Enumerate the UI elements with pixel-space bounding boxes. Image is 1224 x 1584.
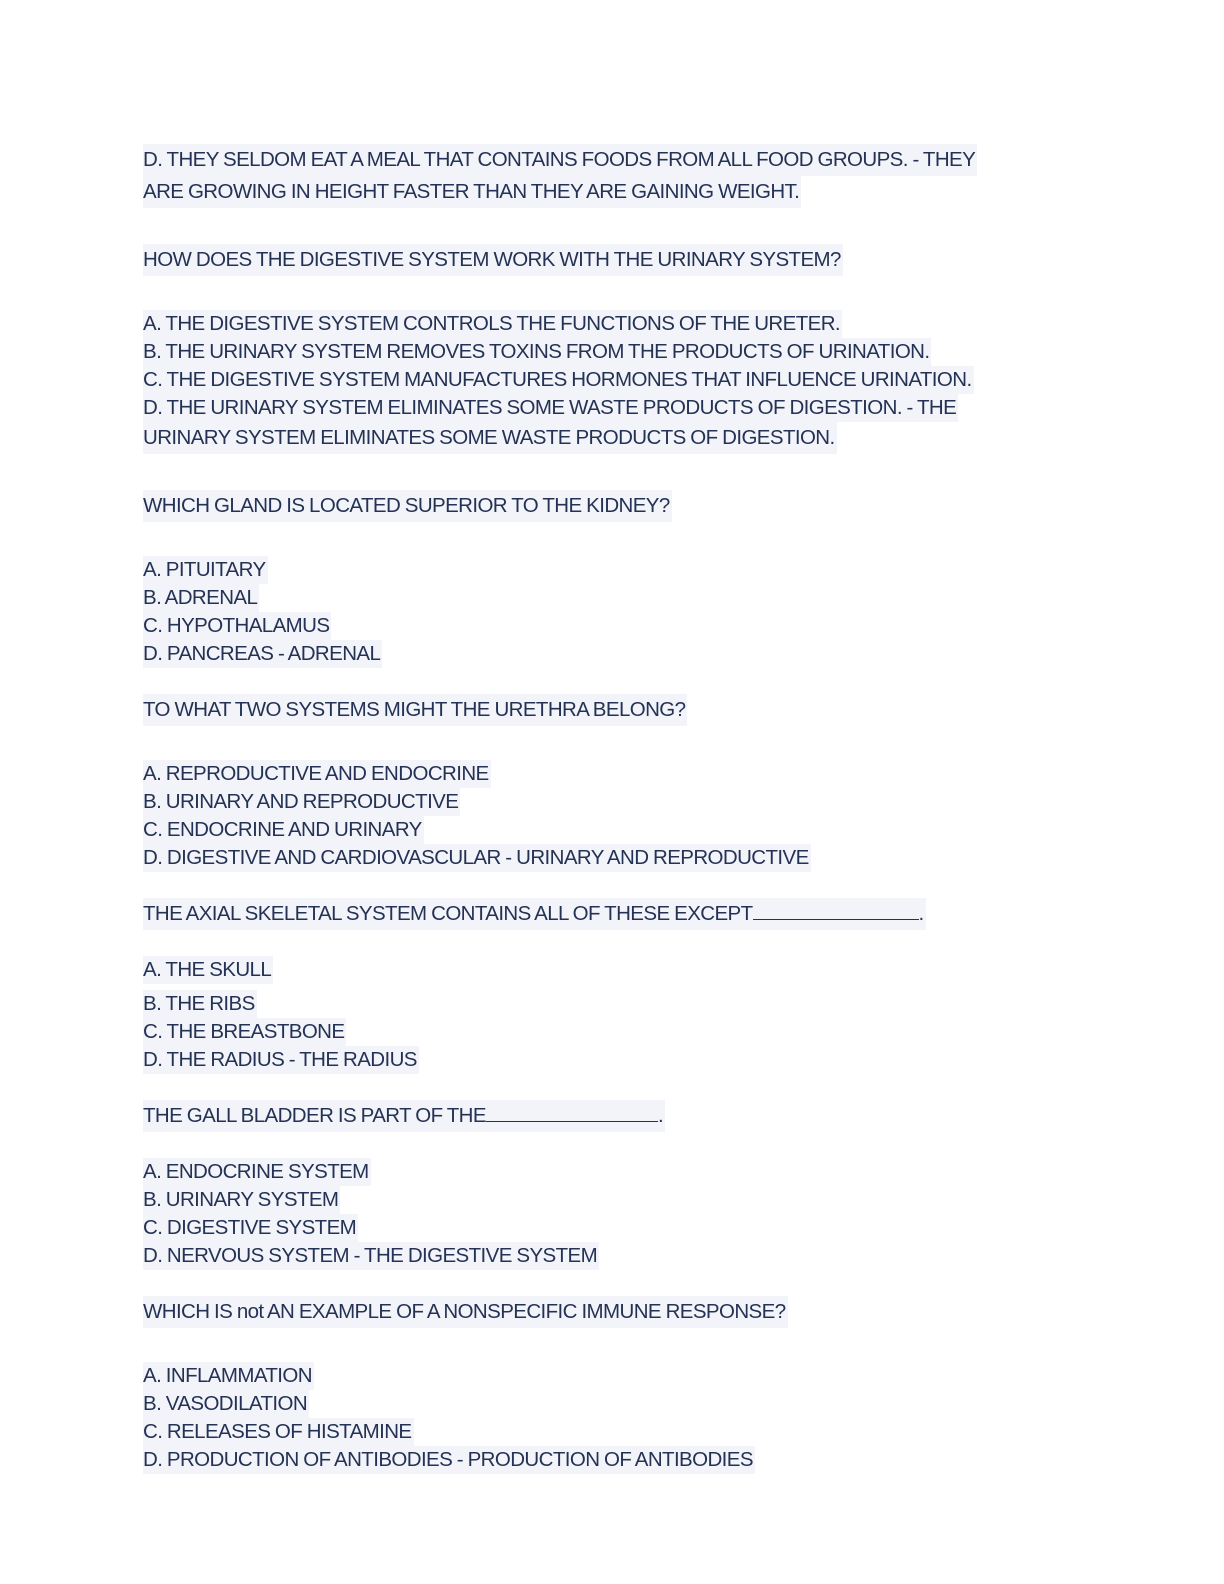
answer-option: D. DIGESTIVE AND CARDIOVASCULAR - URINARY AND REPRODUCTIVE bbox=[143, 844, 811, 872]
question-text: HOW DOES THE DIGESTIVE SYSTEM WORK WITH THE URINARY SYSTEM? bbox=[143, 244, 843, 276]
answer-option: B. VASODILATION bbox=[143, 1390, 309, 1418]
answer-option: URINARY SYSTEM ELIMINATES SOME WASTE PRODUCTS OF DIGESTION. bbox=[143, 422, 837, 454]
question-end: . bbox=[918, 902, 924, 925]
answer-option: C. RELEASES OF HISTAMINE bbox=[143, 1418, 414, 1446]
answer-option: B. URINARY AND REPRODUCTIVE bbox=[143, 788, 460, 816]
answer-option: C. THE DIGESTIVE SYSTEM MANUFACTURES HORMONES THAT INFLUENCE URINATION. bbox=[143, 366, 974, 394]
question-text-part: THE GALL BLADDER IS PART OF THE bbox=[143, 1104, 486, 1127]
answer-continuation bbox=[143, 144, 1063, 208]
answer-option: A. THE SKULL bbox=[143, 956, 273, 984]
answer-option: C. THE BREASTBONE bbox=[143, 1018, 346, 1046]
text-line: D. THEY SELDOM EAT A MEAL THAT CONTAINS FOODS FROM ALL FOOD GROUPS. - THEY bbox=[143, 144, 977, 176]
answer-option: C. DIGESTIVE SYSTEM bbox=[143, 1214, 358, 1242]
answer-option: A. REPRODUCTIVE AND ENDOCRINE bbox=[143, 760, 491, 788]
answer-option: D. PANCREAS - ADRENAL bbox=[143, 640, 382, 668]
answer-option: B. URINARY SYSTEM bbox=[143, 1186, 340, 1214]
answer-option: C. ENDOCRINE AND URINARY bbox=[143, 816, 424, 844]
question-block bbox=[143, 1100, 1063, 1270]
question-text: TO WHAT TWO SYSTEMS MIGHT THE URETHRA BELONG? bbox=[143, 694, 687, 726]
question-text: WHICH GLAND IS LOCATED SUPERIOR TO THE KIDNEY? bbox=[143, 490, 672, 522]
fill-in-blank bbox=[486, 1103, 658, 1122]
answer-option: A. INFLAMMATION bbox=[143, 1362, 314, 1390]
question-block bbox=[143, 898, 1063, 1074]
answer-option: D. THE RADIUS - THE RADIUS bbox=[143, 1046, 419, 1074]
document-body bbox=[143, 144, 1063, 1474]
answer-option: B. THE URINARY SYSTEM REMOVES TOXINS FROM THE PRODUCTS OF URINATION. bbox=[143, 338, 931, 366]
answer-option: A. ENDOCRINE SYSTEM bbox=[143, 1158, 371, 1186]
question-block bbox=[143, 490, 1063, 668]
answer-option: D. PRODUCTION OF ANTIBODIES - PRODUCTION OF ANTIBODIES bbox=[143, 1446, 755, 1474]
question-block bbox=[143, 1296, 1063, 1474]
question-block bbox=[143, 694, 1063, 872]
answer-option: D. THE URINARY SYSTEM ELIMINATES SOME WASTE PRODUCTS OF DIGESTION. - THE bbox=[143, 394, 958, 422]
answer-option: A. PITUITARY bbox=[143, 556, 268, 584]
question-text bbox=[143, 1100, 665, 1132]
answer-option: A. THE DIGESTIVE SYSTEM CONTROLS THE FUNCTIONS OF THE URETER. bbox=[143, 310, 842, 338]
question-end: . bbox=[657, 1104, 664, 1127]
answer-option: D. NERVOUS SYSTEM - THE DIGESTIVE SYSTEM bbox=[143, 1242, 599, 1270]
answer-option: C. HYPOTHALAMUS bbox=[143, 612, 331, 640]
question-text-part: THE AXIAL SKELETAL SYSTEM CONTAINS ALL OF THESE EXCEPT bbox=[143, 902, 753, 925]
answer-option: B. ADRENAL bbox=[143, 584, 259, 612]
answer-option: B. THE RIBS bbox=[143, 990, 257, 1018]
fill-in-blank bbox=[753, 901, 919, 920]
question-text bbox=[143, 898, 926, 930]
question-text: WHICH IS not AN EXAMPLE OF A NONSPECIFIC IMMUNE RESPONSE? bbox=[143, 1296, 788, 1328]
question-block bbox=[143, 244, 1063, 454]
text-line: ARE GROWING IN HEIGHT FASTER THAN THEY ARE GAINING WEIGHT. bbox=[143, 176, 801, 208]
